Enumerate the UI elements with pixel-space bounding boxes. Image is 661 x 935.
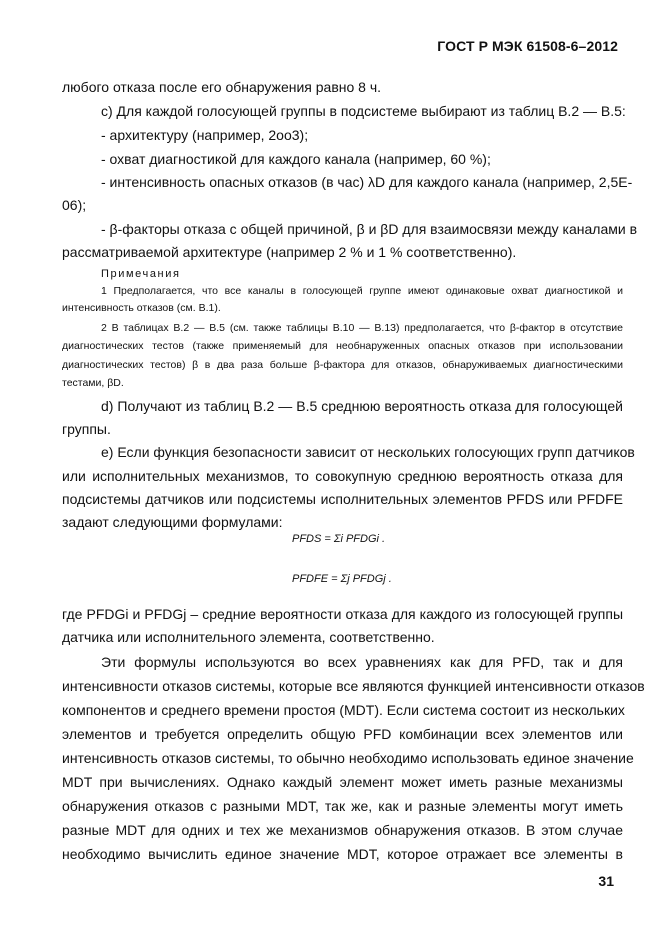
note-line: тестами, βD.	[62, 377, 124, 389]
text-line: любого отказа после его обнаружения равно 8 ч.	[62, 79, 382, 95]
note-line: 1 Предполагается, что все каналы в голосующей группе имеют одинаковые охват диагностикой и	[101, 285, 623, 297]
text-line: подсистемы датчиков или подсистемы исполнительных элементов PFDS или PFDFE	[62, 491, 623, 507]
text-line: Эти формулы используются во всех уравнениях как для PFD, так и для	[101, 654, 623, 670]
text-line: - охват диагностикой для каждого канала (например, 60 %);	[101, 151, 491, 167]
note-line: 2 В таблицах В.2 — В.5 (см. также таблицы В.10 — В.13) предполагается, что β-фактор в отсутствие	[101, 322, 623, 334]
text-line: интенсивность отказов системы, то обычно необходимо использовать единое значение	[62, 750, 634, 766]
text-line: - архитектуру (например, 2oo3);	[101, 127, 309, 143]
note-line: интенсивность отказов (см. В.1).	[62, 302, 221, 314]
text-line: где PFDGi и PFDGj – средние вероятности отказа для каждого из голосующей группы	[62, 606, 623, 622]
formula-text: PFDS = Σi PFDGi .	[292, 533, 386, 545]
formula-text: PFDFE = Σj PFDGj .	[292, 573, 392, 585]
text-line: элементов и требуется определить общую PFD комбинации всех элементов или	[62, 726, 623, 742]
text-line: необходимо вычислить единое значение MDT, которое отражает все элементы в	[62, 846, 623, 862]
text-line: обнаружения отказов с разными MDT, так же, как и разные элементы могут иметь	[62, 798, 623, 814]
formula-pfd-s	[292, 533, 385, 545]
text-line: - интенсивность опасных отказов (в час) λD для каждого канала (например, 2,5Е-	[101, 174, 633, 190]
notes-title: Примечания	[101, 268, 181, 280]
text-line: группы.	[62, 421, 111, 437]
note-line: диагностических тестов) β в два раза больше β-фактора для отказов, обнаруживаемых диагностическими	[62, 359, 623, 371]
text-line: e) Если функция безопасности зависит от нескольких голосующих групп датчиков	[101, 444, 635, 460]
text-line: разные MDT для одних и тех же механизмов обнаружения отказов. В этом случае	[62, 822, 623, 838]
text-line: 06);	[62, 197, 87, 213]
text-line: - β-факторы отказа с общей причиной, β и βD для взаимосвязи между каналами в	[101, 221, 638, 237]
note-line: диагностических тестов (также применяемый для необнаруженных опасных отказов при использовании	[62, 340, 623, 352]
text-line: c) Для каждой голосующей группы в подсистеме выбирают из таблиц В.2 — В.5:	[101, 103, 626, 119]
text-line: d) Получают из таблиц В.2 — В.5 среднюю вероятность отказа для голосующей	[101, 398, 623, 414]
text-line: рассматриваемой архитектуре (например 2 % и 1 % соответственно).	[62, 244, 517, 260]
text-line: MDT при вычислениях. Однако каждый элемент может иметь разные механизмы	[62, 774, 623, 790]
document-header: ГОСТ Р МЭК 61508-6–2012	[437, 38, 618, 54]
text-line: или исполнительных механизмов, то совокупную среднюю вероятность отказа для	[62, 468, 623, 484]
formula-pfd-fe	[292, 573, 392, 585]
page-number: 31	[598, 873, 614, 889]
text-line: задают следующими формулами:	[62, 514, 283, 530]
text-line: компонентов и среднего времени простоя (MDT). Если система состоит из нескольких	[62, 702, 625, 718]
text-line: датчика или исполнительного элемента, соответственно.	[62, 629, 435, 645]
text-line: интенсивности отказов системы, которые все являются функцией интенсивности отказов	[62, 678, 645, 694]
